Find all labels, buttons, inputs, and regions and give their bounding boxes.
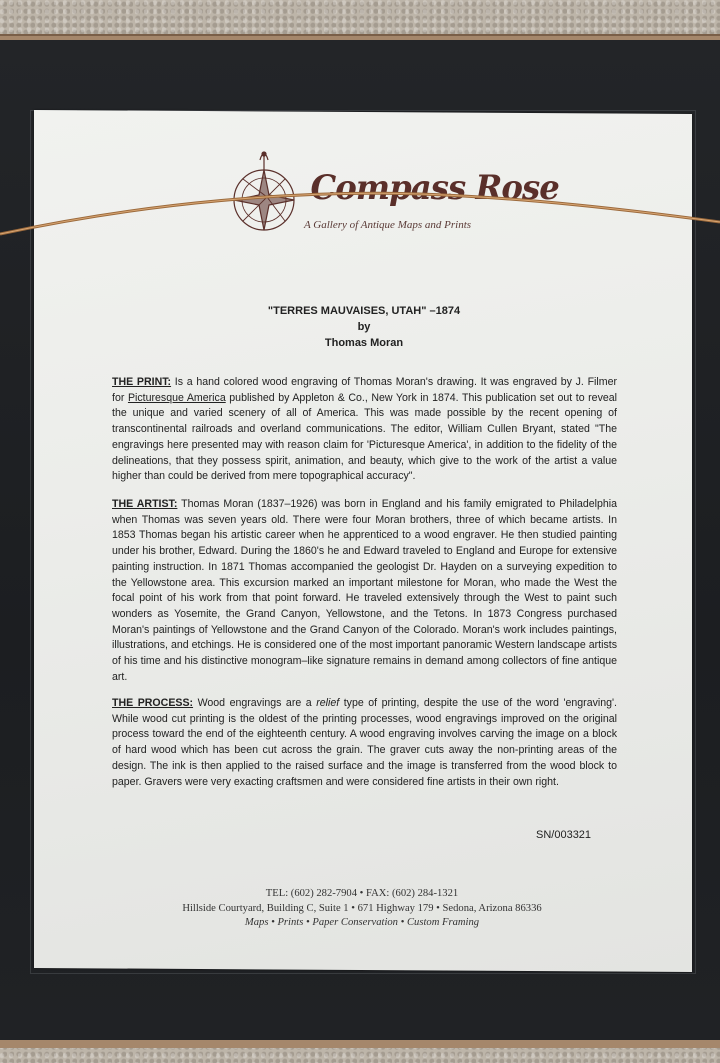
section-the-process [112, 696, 617, 790]
footer-phone-fax: TEL: (602) 282-7904 • FAX: (602) 284-1321 [265, 888, 459, 899]
section-text: Is a hand colored wood engraving of Thomas Moran's drawing. It was engraved by J. Filmer for [112, 376, 617, 404]
gallery-footer [112, 887, 612, 931]
section-text: published by Appleton & Co., New York in 1874. This publication set out to reveal the unique and varied scenery of all of America. This was made possible by the recent opening of transcontinental railroads and overland communications. The editor, William Cullen Bryant, stated "The engravings here presented may with reason claim for 'Picturesque America', in addition to the fidelity of the delineations, that they possess spirit, animation, and beauty, which give to the work of the artist a value higher than could be derived from mere topographical accuracy". [112, 391, 618, 483]
print-title-block [114, 303, 614, 351]
section-heading: THE PROCESS: [112, 697, 194, 709]
section-the-artist [112, 497, 617, 685]
section-text: type of printing, despite the use of the word 'engraving'. While wood cut printing is the oldest of the printing processes, wood engravings improved on the original process toward the end of the eighteenth century. A wood engraving involves carving the image on a block of hard wood which has been cut across the grain. The graver cuts away the non-printing areas of the design. The ink is then applied to the raised surface and the image is transferred from the wood block to paper. Gravers were very exacting craftsmen and were considered fine artists in their own right. [112, 697, 617, 788]
publication-title: Picturesque America [127, 391, 226, 404]
section-heading: THE PRINT: [112, 376, 172, 388]
footer-address: Hillside Courtyard, Building C, Suite 1 • 671 Highway 179 • Sedona, Arizona 86336 [182, 902, 542, 914]
print-by: by [357, 321, 371, 333]
print-artist-name: Thomas Moran [324, 337, 404, 349]
section-text: Wood engravings are a [193, 697, 317, 709]
section-text: Thomas Moran (1837–1926) was born in England and his family emigrated to Philadelphia when Thomas was seven years old. There were four Moran brothers, three of which became artists. In 1853 Thomas began his artistic career when he apprenticed to a wood engraver. He then studied painting under his brother, Edward. During the 1860's he and Edward traveled to England and Europe for extensive painting instruction. In 1871 Thomas accompanied the geologist Dr. Hayden on a surveying expedition to the Yellowstone area. This excursion marked an important milestone for Moran, who made the West the focal point of his work from that point forward. He traveled extensively through the West to paint such wonders as Yosemite, the Grand Canyon, Yellowstone, and the Tetons. In 1873 Congress purchased Moran's paintings of Yellowstone and the Grand Canyon of the Colorado. Moran's work includes paintings, illustrations, and etchings. He is considered one of the most important panoramic Western landscape artists of his time and his distinctive monogram–like signature remains in demand among collectors of fine antique art. [112, 498, 618, 683]
section-heading: THE ARTIST: [112, 498, 178, 510]
footer-services: Maps • Prints • Paper Conservation • Custom Framing [244, 917, 480, 928]
logo-wordmark: Compass Rose [310, 168, 559, 208]
serial-number: SN/003321 [536, 829, 592, 841]
print-title: "TERRES MAUVAISES, UTAH" –1874 [267, 305, 461, 317]
section-the-print [112, 375, 617, 485]
logo-tagline: A Gallery of Antique Maps and Prints [304, 219, 472, 231]
emphasis-word: relief [316, 697, 340, 709]
